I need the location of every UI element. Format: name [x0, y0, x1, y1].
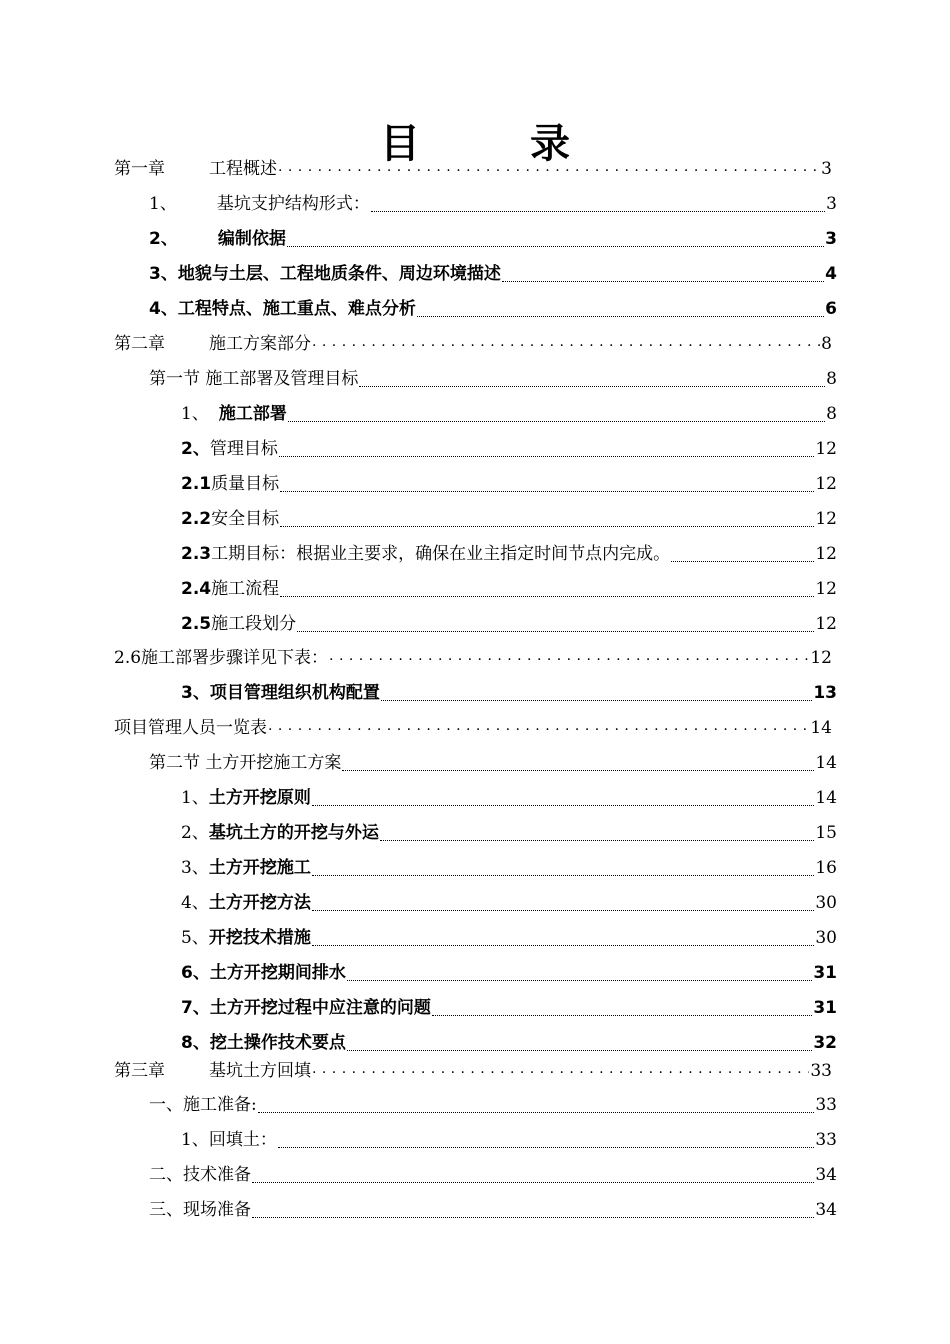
toc-entry-page: 32: [813, 1033, 837, 1053]
dot-leader: [280, 467, 814, 501]
toc-entry-text: 土方开挖施工: [208, 858, 311, 878]
dot-leader: [312, 886, 815, 920]
toc-entry-page: 13: [813, 683, 837, 703]
dot-leader: [297, 607, 814, 641]
toc-entry-page: 15: [815, 823, 837, 843]
toc-entry-number: 5、: [181, 928, 209, 948]
toc-entry-page: 12: [815, 509, 837, 529]
toc-entry[interactable]: [181, 537, 837, 571]
toc-entry-text: 土方开挖原则: [208, 788, 311, 808]
toc-entry[interactable]: [149, 1088, 837, 1122]
toc-entry[interactable]: [181, 956, 837, 990]
dot-leader: [342, 746, 814, 780]
dot-leader: [280, 572, 814, 606]
dot-leader: [371, 187, 825, 221]
toc-entry-text: 工期目标：根据业主要求，确保在业主指定时间节点内完成。: [211, 544, 671, 564]
toc-entry-text: 6、土方开挖期间排水: [181, 963, 346, 983]
toc-entry-page: 3: [826, 194, 837, 214]
toc-entry[interactable]: [181, 676, 837, 710]
toc-entry-page: 31: [813, 998, 837, 1018]
toc-entry-page: 33: [815, 1130, 837, 1150]
toc-entry[interactable]: [149, 257, 837, 291]
toc-entry-text: 三、现场准备: [149, 1200, 251, 1220]
toc-entry-chapter-3[interactable]: [114, 1054, 832, 1088]
toc-entry[interactable]: [149, 292, 837, 326]
toc-entry-number: 2.2: [181, 509, 212, 529]
dot-leader: [252, 1193, 814, 1227]
dot-leader: [252, 1158, 814, 1192]
dot-leader: [381, 676, 813, 710]
toc-entry[interactable]: [149, 187, 837, 221]
toc-entry-text: 安全目标: [211, 509, 280, 529]
toc-entry-text: 3、项目管理组织机构配置: [181, 683, 380, 703]
toc-entry-text: 一、施工准备:: [149, 1095, 257, 1115]
toc-entry-number: 第三章: [114, 1061, 165, 1081]
toc-entry-text: 第二节 土方开挖施工方案: [149, 753, 342, 773]
toc-entry-text: 2.6施工部署步骤详见下表：: [114, 648, 329, 668]
dot-leader: [312, 851, 815, 885]
toc-entry-number: 2、: [181, 439, 210, 459]
toc-entry-page: 12: [815, 439, 837, 459]
toc-entry-page: 8: [826, 369, 837, 389]
dot-leader: [671, 537, 814, 571]
toc-title-char-2: 录: [530, 121, 570, 167]
toc-entry-number: 2.5: [181, 614, 212, 634]
toc-entry[interactable]: [181, 432, 837, 466]
toc-entry-chapter-1[interactable]: [114, 152, 832, 186]
dot-leader: [280, 502, 814, 536]
toc-entry[interactable]: [181, 781, 837, 815]
toc-entry-page: 4: [825, 264, 837, 284]
toc-entry[interactable]: [114, 711, 832, 745]
toc-entry-number: 2、: [149, 229, 178, 249]
toc-entry[interactable]: [181, 572, 837, 606]
toc-entry-page: 34: [815, 1165, 837, 1185]
toc-entry-page: 6: [825, 299, 837, 319]
toc-entry-page: 30: [815, 893, 837, 913]
dot-leader: [359, 362, 825, 396]
toc-entry[interactable]: [181, 467, 837, 501]
toc-entry-text: 施工部署: [218, 404, 287, 424]
toc-entry-page: 12: [815, 544, 837, 564]
toc-entry-page: 16: [815, 858, 837, 878]
toc-entry-page: 3: [825, 229, 837, 249]
toc-entry-number: 2.1: [181, 474, 212, 494]
toc-entry[interactable]: [114, 641, 832, 675]
toc-entry-page: 14: [810, 718, 832, 738]
dot-leader: [312, 781, 815, 815]
toc-entry-page: 12: [815, 579, 837, 599]
toc-entry-number: 2.4: [181, 579, 212, 599]
dot-leader: [502, 257, 824, 291]
toc-entry[interactable]: [181, 816, 837, 850]
toc-entry-text: 4、工程特点、施工重点、难点分析: [149, 299, 416, 319]
toc-entry-number: 3、: [181, 858, 209, 878]
toc-entry[interactable]: [181, 851, 837, 885]
toc-entry-number: 第二章: [114, 334, 165, 354]
toc-entry-section[interactable]: [149, 746, 837, 780]
toc-entry-page: 12: [815, 614, 837, 634]
toc-entry-text: 8、挖土操作技术要点: [181, 1033, 346, 1053]
toc-entry-text: 第一节 施工部署及管理目标: [149, 369, 359, 389]
toc-entry-text: 基坑土方的开挖与外运: [208, 823, 379, 843]
toc-entry-number: 2.3: [181, 544, 212, 564]
dot-leader: [287, 222, 824, 256]
toc-entry-page: 12: [815, 474, 837, 494]
toc-entry-page: 8: [826, 404, 837, 424]
toc-entry-number: 4、: [181, 893, 209, 913]
toc-entry-text: 7、土方开挖过程中应注意的问题: [181, 998, 431, 1018]
toc-entry[interactable]: [149, 222, 837, 256]
toc-entry-text: 基坑支护结构形式：: [216, 194, 370, 214]
toc-title-char-1: 目: [380, 121, 420, 167]
toc-entry[interactable]: [181, 886, 837, 920]
toc-entry[interactable]: [181, 921, 837, 955]
toc-entry-page: 8: [821, 334, 832, 354]
toc-entry-page: 14: [815, 788, 837, 808]
toc-entry[interactable]: [181, 397, 837, 431]
toc-entry-text: 土方开挖方法: [208, 893, 311, 913]
toc-entry-page: 33: [815, 1095, 837, 1115]
dot-leader: [380, 816, 815, 850]
dot-leader: [329, 641, 809, 675]
dot-leader: [312, 327, 820, 361]
toc-entry-text: 项目管理人员一览表: [114, 718, 267, 738]
toc-entry-page: 3: [821, 159, 832, 179]
toc-entry-text: 基坑土方回填: [209, 1061, 311, 1081]
dot-leader: [278, 152, 820, 186]
toc-entry[interactable]: [149, 1158, 837, 1192]
dot-leader: [258, 1088, 815, 1122]
dot-leader: [347, 956, 812, 990]
dot-leader: [279, 432, 815, 466]
toc-entry-text: 工程概述: [209, 159, 277, 179]
toc-entry-number: 1、: [149, 194, 177, 214]
toc-entry-page: 33: [810, 1061, 832, 1081]
dot-leader: [278, 1123, 815, 1157]
toc-entry-page: 34: [815, 1200, 837, 1220]
toc-entry-text: 施工流程: [211, 579, 280, 599]
toc-entry[interactable]: [149, 1193, 837, 1227]
toc-entry-text: 编制依据: [217, 229, 286, 249]
toc-entry-text: 开挖技术措施: [208, 928, 311, 948]
dot-leader: [288, 397, 825, 431]
dot-leader: [417, 292, 824, 326]
toc-entry-page: 30: [815, 928, 837, 948]
toc-entry-page: 31: [813, 963, 837, 983]
toc-entry-section[interactable]: [149, 362, 837, 396]
toc-entry-number: 1、: [181, 788, 209, 808]
dot-leader: [268, 711, 809, 745]
toc-entry-page: 14: [815, 753, 837, 773]
toc-entry-text: 质量目标: [211, 474, 280, 494]
toc-entry-text: 管理目标: [209, 439, 278, 459]
toc-entry[interactable]: [181, 1123, 837, 1157]
toc-entry-text: 3、地貌与土层、工程地质条件、周边环境描述: [149, 264, 501, 284]
toc-entry-text: 施工段划分: [211, 614, 297, 634]
toc-entry-text: 二、技术准备: [149, 1165, 251, 1185]
toc-entry-number: 第一章: [114, 159, 165, 179]
toc-entry[interactable]: [181, 991, 837, 1025]
toc-entry-chapter-2[interactable]: [114, 327, 832, 361]
toc-entry-number: 1、: [181, 404, 209, 424]
toc-entry-page: 12: [810, 648, 832, 668]
toc-entry[interactable]: [181, 607, 837, 641]
toc-entry-number: 2、: [181, 823, 209, 843]
toc-entry[interactable]: [181, 502, 837, 536]
toc-entry-text: 施工方案部分: [209, 334, 311, 354]
dot-leader: [432, 991, 813, 1025]
toc-entry-text: 1、回填土：: [181, 1130, 277, 1150]
dot-leader: [312, 1054, 809, 1088]
dot-leader: [312, 921, 815, 955]
